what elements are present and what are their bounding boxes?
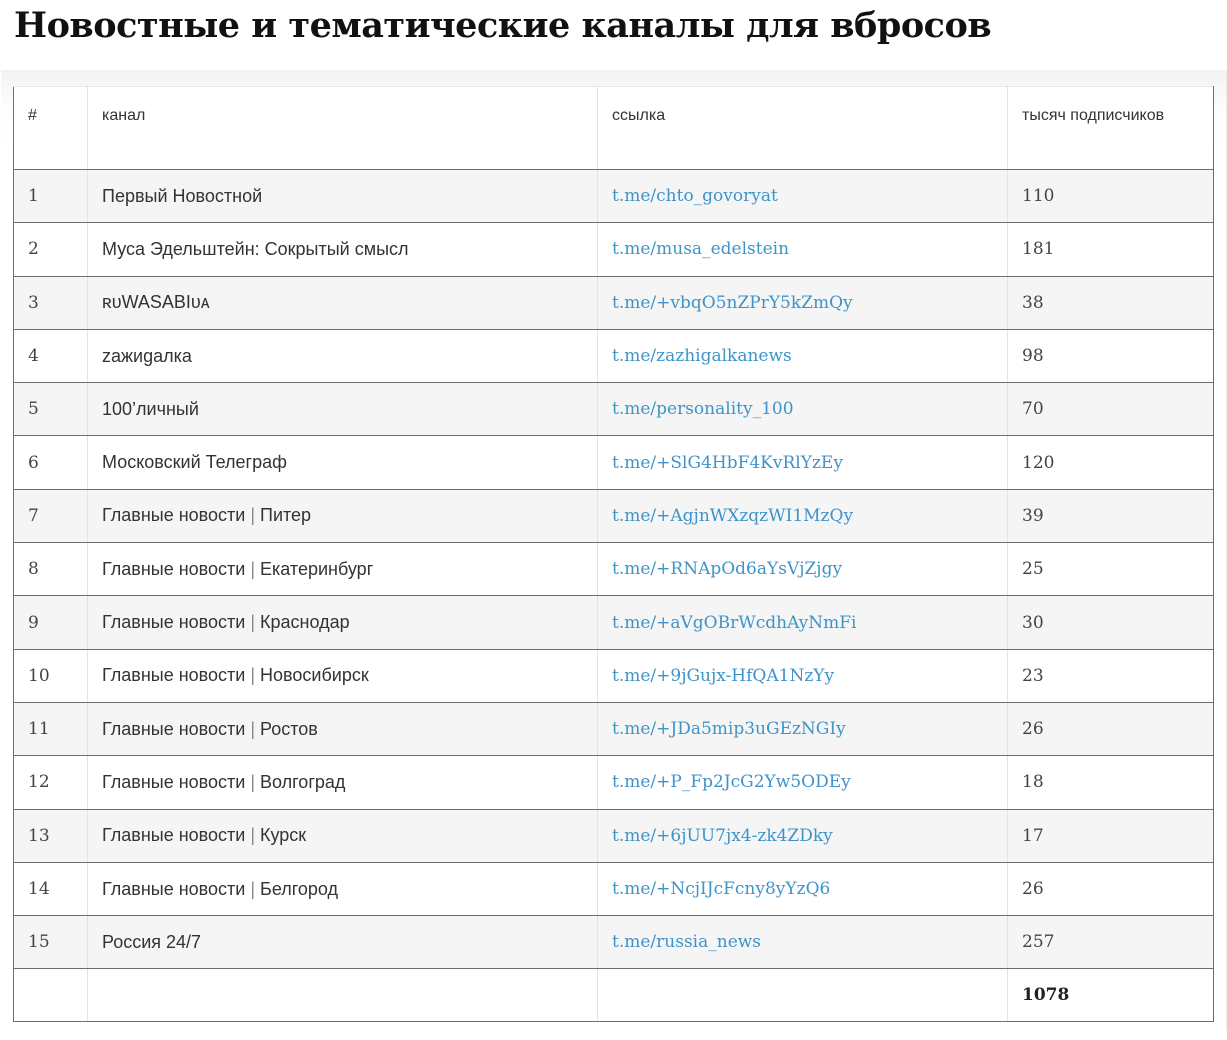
channel-link-cell bbox=[598, 223, 1008, 276]
subscriber-count: 25 bbox=[1008, 543, 1214, 596]
header-subscribers: тысяч подписчиков bbox=[1008, 87, 1214, 170]
channel-name: Главные новости | Волгоград bbox=[88, 756, 598, 809]
subscriber-count: 23 bbox=[1008, 649, 1214, 702]
table-row bbox=[14, 862, 1214, 915]
name-separator: | bbox=[250, 718, 256, 739]
table-body bbox=[14, 170, 1214, 969]
table-row bbox=[14, 329, 1214, 382]
channel-name: Муса Эдельштейн: Сокрытый смысл bbox=[88, 223, 598, 276]
row-number: 2 bbox=[14, 223, 88, 276]
channel-link-cell bbox=[598, 276, 1008, 329]
table-row bbox=[14, 276, 1214, 329]
row-number: 8 bbox=[14, 543, 88, 596]
name-separator: | bbox=[250, 558, 256, 579]
page-title: Новостные и тематические каналы для вбросов bbox=[14, 5, 992, 46]
table-row bbox=[14, 170, 1214, 223]
channel-link[interactable]: t.me/+JDa5mip3uGEzNGIy bbox=[612, 719, 846, 740]
channel-link[interactable]: t.me/zazhigalkanews bbox=[612, 346, 792, 367]
channel-link[interactable]: t.me/+aVgOBrWcdhAyNmFi bbox=[612, 612, 857, 633]
row-number: 10 bbox=[14, 649, 88, 702]
header-link: ссылка bbox=[598, 87, 1008, 170]
channel-name: Главные новости | Питер bbox=[88, 489, 598, 542]
row-number: 12 bbox=[14, 756, 88, 809]
total-row bbox=[14, 969, 1214, 1022]
channel-name: Главные новости | Ростов bbox=[88, 702, 598, 755]
table-row bbox=[14, 543, 1214, 596]
header-number: # bbox=[14, 87, 88, 170]
channel-name: zажиgалка bbox=[88, 329, 598, 382]
channel-link-cell bbox=[598, 756, 1008, 809]
channel-link[interactable]: t.me/+RNApOd6aYsVjZjgy bbox=[612, 559, 843, 580]
channel-name: Главные новости | Краснодар bbox=[88, 596, 598, 649]
channel-link[interactable]: t.me/chto_govoryat bbox=[612, 186, 778, 207]
channel-link-cell bbox=[598, 383, 1008, 436]
channel-name: ʀᴜWASABIᴜᴀ bbox=[88, 276, 598, 329]
channel-name: Россия 24/7 bbox=[88, 916, 598, 969]
table-row bbox=[14, 916, 1214, 969]
table-footer bbox=[14, 969, 1214, 1022]
total-empty-number bbox=[14, 969, 88, 1022]
channel-link-cell bbox=[598, 329, 1008, 382]
channel-name: Главные новости | Екатеринбург bbox=[88, 543, 598, 596]
row-number: 15 bbox=[14, 916, 88, 969]
channel-link[interactable]: t.me/+P_Fp2JcG2Yw5ODEy bbox=[612, 772, 851, 793]
subscriber-count: 18 bbox=[1008, 756, 1214, 809]
channel-link[interactable]: t.me/+6jUU7jx4-zk4ZDky bbox=[612, 825, 833, 846]
total-subscribers: 1078 bbox=[1008, 969, 1214, 1022]
channel-link-cell bbox=[598, 702, 1008, 755]
name-separator: | bbox=[250, 771, 256, 792]
channel-name: 100’личный bbox=[88, 383, 598, 436]
name-separator: | bbox=[250, 505, 256, 526]
row-number: 5 bbox=[14, 383, 88, 436]
row-number: 7 bbox=[14, 489, 88, 542]
table-row bbox=[14, 649, 1214, 702]
table-row bbox=[14, 756, 1214, 809]
row-number: 6 bbox=[14, 436, 88, 489]
channel-name: Главные новости | Белгород bbox=[88, 862, 598, 915]
table-row bbox=[14, 809, 1214, 862]
table-row bbox=[14, 702, 1214, 755]
subscriber-count: 257 bbox=[1008, 916, 1214, 969]
subscriber-count: 30 bbox=[1008, 596, 1214, 649]
channel-name: Московский Телеграф bbox=[88, 436, 598, 489]
row-number: 13 bbox=[14, 809, 88, 862]
row-number: 4 bbox=[14, 329, 88, 382]
table-row bbox=[14, 223, 1214, 276]
subscriber-count: 181 bbox=[1008, 223, 1214, 276]
channel-link-cell bbox=[598, 543, 1008, 596]
channel-link[interactable]: t.me/+NcjIJcFcny8yYzQ6 bbox=[612, 879, 831, 899]
total-empty-channel bbox=[88, 969, 598, 1022]
name-separator: | bbox=[250, 825, 256, 846]
channel-link[interactable]: t.me/+AgjnWXzqzWI1MzQy bbox=[612, 505, 854, 526]
channel-link-cell bbox=[598, 596, 1008, 649]
row-number: 9 bbox=[14, 596, 88, 649]
channel-link[interactable]: t.me/russia_news bbox=[612, 932, 762, 953]
row-number: 11 bbox=[14, 702, 88, 755]
channels-table bbox=[13, 86, 1214, 1022]
table-row bbox=[14, 489, 1214, 542]
subscriber-count: 26 bbox=[1008, 862, 1214, 915]
table-row bbox=[14, 383, 1214, 436]
subscriber-count: 38 bbox=[1008, 276, 1214, 329]
channel-link[interactable]: t.me/+9jGujx-HfQA1NzYy bbox=[612, 665, 835, 686]
channel-name: Первый Новостной bbox=[88, 170, 598, 223]
subscriber-count: 17 bbox=[1008, 809, 1214, 862]
subscriber-count: 39 bbox=[1008, 489, 1214, 542]
channel-name: Главные новости | Новосибирск bbox=[88, 649, 598, 702]
header-channel: канал bbox=[88, 87, 598, 170]
channel-link-cell bbox=[598, 862, 1008, 915]
name-separator: | bbox=[250, 665, 256, 686]
channel-link-cell bbox=[598, 916, 1008, 969]
channel-link-cell bbox=[598, 809, 1008, 862]
channel-link[interactable]: t.me/musa_edelstein bbox=[612, 239, 790, 260]
table-row bbox=[14, 436, 1214, 489]
table-row bbox=[14, 596, 1214, 649]
name-separator: | bbox=[250, 612, 256, 633]
channel-link-cell bbox=[598, 170, 1008, 223]
channel-link[interactable]: t.me/+vbqO5nZPrY5kZmQy bbox=[612, 292, 853, 313]
header-row bbox=[14, 87, 1214, 170]
row-number: 1 bbox=[14, 170, 88, 223]
subscriber-count: 98 bbox=[1008, 329, 1214, 382]
row-number: 3 bbox=[14, 276, 88, 329]
name-separator: | bbox=[250, 878, 256, 899]
channel-link-cell bbox=[598, 436, 1008, 489]
subscriber-count: 110 bbox=[1008, 170, 1214, 223]
row-number: 14 bbox=[14, 862, 88, 915]
channel-link-cell bbox=[598, 489, 1008, 542]
subscriber-count: 26 bbox=[1008, 702, 1214, 755]
table-header bbox=[14, 87, 1214, 170]
total-empty-link bbox=[598, 969, 1008, 1022]
subscriber-count: 120 bbox=[1008, 436, 1214, 489]
channel-link[interactable]: t.me/+SlG4HbF4KvRlYzEy bbox=[612, 452, 843, 473]
subscriber-count: 70 bbox=[1008, 383, 1214, 436]
channel-link-cell bbox=[598, 649, 1008, 702]
channel-link[interactable]: t.me/personality_100 bbox=[612, 399, 794, 420]
channel-name: Главные новости | Курск bbox=[88, 809, 598, 862]
